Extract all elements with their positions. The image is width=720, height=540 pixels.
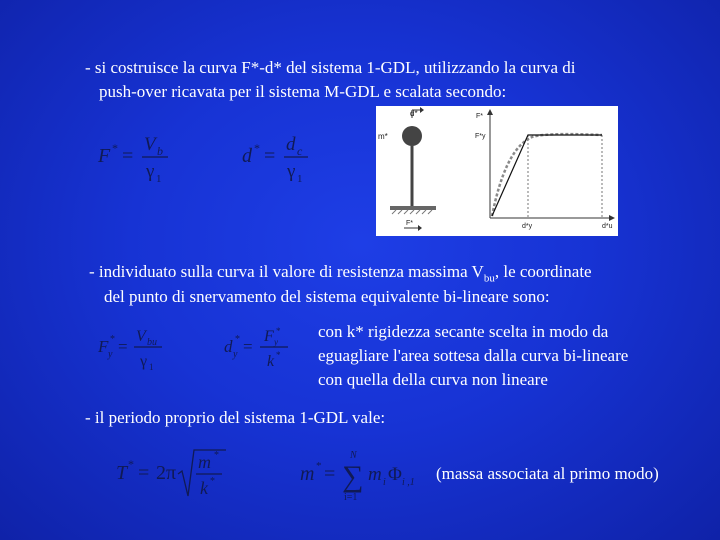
svg-text:*: * xyxy=(110,334,115,345)
note-line-3: con quella della curva non lineare xyxy=(318,370,548,389)
svg-text:*: * xyxy=(214,450,219,461)
svg-text:*: * xyxy=(316,460,322,472)
equation-F-star xyxy=(96,126,176,186)
svg-text:=: = xyxy=(324,463,336,485)
svg-text:bu: bu xyxy=(147,337,157,348)
label-Fy: F*y xyxy=(475,133,486,140)
bullet-2-text-end: , le coordinate xyxy=(494,262,592,281)
svg-text:y: y xyxy=(274,337,278,347)
svg-text:=: = xyxy=(243,337,253,356)
svg-text:γ: γ xyxy=(146,161,155,182)
label-du: d*u xyxy=(602,223,613,230)
svg-text:d: d xyxy=(286,134,296,155)
svg-text:y: y xyxy=(108,349,113,360)
svg-text:i=1: i=1 xyxy=(344,492,358,503)
svg-text:1: 1 xyxy=(297,173,303,185)
svg-text:γ: γ xyxy=(140,353,148,370)
equation-Fy-star xyxy=(96,322,168,374)
svg-text:γ: γ xyxy=(287,161,296,182)
svg-text:y: y xyxy=(233,349,238,360)
svg-text:T: T xyxy=(116,462,128,484)
svg-text:k: k xyxy=(200,478,208,498)
bullet-3: - il periodo proprio del sistema 1-GDL vale: xyxy=(85,408,386,427)
svg-text:m: m xyxy=(368,464,382,485)
svg-text:b: b xyxy=(157,144,163,158)
label-F-base: F* xyxy=(406,220,413,227)
svg-text:∑: ∑ xyxy=(342,460,364,493)
svg-text:*: * xyxy=(276,350,281,360)
svg-text:2π: 2π xyxy=(156,462,177,484)
svg-text:d: d xyxy=(242,145,252,167)
svg-text:1: 1 xyxy=(149,362,154,372)
svg-text:Φ: Φ xyxy=(388,464,402,485)
bullet-1-line-2: push-over ricavata per il sistema M-GDL e scalata secondo: xyxy=(99,82,507,101)
svg-text:*: * xyxy=(128,457,134,471)
svg-text:*: * xyxy=(235,334,240,345)
svg-text:N: N xyxy=(350,450,357,461)
svg-text:F: F xyxy=(98,145,111,167)
svg-text:F: F xyxy=(264,328,274,345)
label-d-top: d* xyxy=(410,109,418,118)
svg-text:d: d xyxy=(224,337,233,356)
bullet-2-line-2: del punto di snervamento del sistema equivalente bi-lineare sono: xyxy=(104,287,550,306)
equation-dy-star xyxy=(222,322,294,374)
svg-text:k: k xyxy=(267,353,275,370)
capacity-curve-plot xyxy=(475,109,615,230)
equation-mass xyxy=(298,446,422,504)
svg-text:=: = xyxy=(122,145,134,167)
svg-text:=: = xyxy=(118,337,128,356)
pushover-figure xyxy=(376,106,618,236)
svg-text:F: F xyxy=(98,337,109,356)
svg-text:c: c xyxy=(297,144,303,158)
bullet-2-text: - individuato sulla curva il valore di resistenza massima V xyxy=(89,262,484,281)
note-line-1: con k* rigidezza secante scelta in modo da xyxy=(318,322,609,341)
svg-text:*: * xyxy=(276,326,281,336)
svg-text:1: 1 xyxy=(156,173,162,185)
label-F-axis: F* xyxy=(476,113,483,120)
pushover-diagram xyxy=(376,106,618,236)
label-dy: d*y xyxy=(522,223,533,230)
svg-text:i: i xyxy=(383,477,386,488)
label-m: m* xyxy=(378,132,388,141)
svg-text:V: V xyxy=(136,328,146,345)
equation-period xyxy=(114,444,234,504)
svg-text:*: * xyxy=(210,476,215,487)
bullet-1-line-1: - si costruisce la curva F*-d* del sistema 1-GDL, utilizzando la curva di xyxy=(85,58,576,77)
sdof-model xyxy=(378,107,436,231)
bullet-2-subscript: bu xyxy=(483,272,495,285)
svg-text:*: * xyxy=(112,141,118,155)
svg-text:=: = xyxy=(138,462,150,484)
svg-text:m: m xyxy=(198,452,211,472)
mass-note: (massa associata al primo modo) xyxy=(436,464,659,483)
svg-text:i ,1: i ,1 xyxy=(402,477,415,488)
svg-text:m: m xyxy=(300,463,315,485)
note-line-2: eguagliare l'area sottesa dalla curva bi-lineare xyxy=(318,346,629,365)
svg-text:V: V xyxy=(144,134,156,155)
svg-text:*: * xyxy=(254,141,260,155)
equation-d-star xyxy=(240,126,320,186)
svg-text:=: = xyxy=(264,145,276,167)
